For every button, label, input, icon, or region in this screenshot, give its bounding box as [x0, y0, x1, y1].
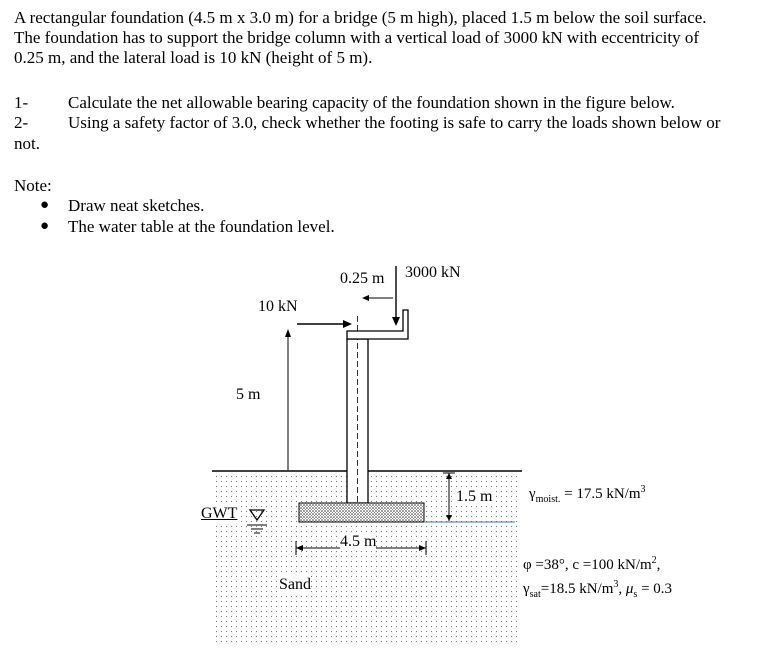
bullet-icon: ● — [40, 197, 50, 213]
height-arrowhead — [285, 329, 291, 337]
problem-line-2: The foundation has to support the bridge column with a vertical load of 3000 kN with eccentricity of — [14, 28, 700, 47]
gamma-sat-label: $\gamma_{sat}=18.5$ $kN/m^3$, $\mu_s = 0.3$ — [523, 579, 673, 600]
eccentricity-arrowhead — [362, 295, 369, 301]
task-number-2: 2- — [14, 113, 29, 132]
width-label: 4.5 m — [340, 533, 377, 550]
problem-line-1: A rectangular foundation (4.5 m x 3.0 m) for a bridge (5 m high), placed 1.5 m below the soil surface. — [14, 8, 707, 27]
eccentricity-label: 0.25 m — [340, 270, 385, 287]
problem-line-3: 0.25 m, and the lateral load is 10 kN (height of 5 m). — [14, 48, 373, 67]
note-title: Note: — [14, 176, 52, 195]
vertical-load-arrowhead — [392, 317, 400, 326]
task-text-2: Using a safety factor of 3.0, check whether the footing is safe to carry the loads shown below or — [68, 113, 721, 132]
bullet-icon: ● — [40, 218, 50, 234]
depth-label: 1.5 m — [456, 488, 493, 505]
lateral-load-arrowhead — [343, 320, 352, 328]
task-number-1: 1- — [14, 93, 29, 112]
column-cap — [347, 310, 408, 339]
gwt-label: GWT — [201, 505, 238, 522]
task-text-1: Calculate the net allowable bearing capacity of the foundation shown in the figure below. — [68, 93, 675, 112]
note-item-1: Draw neat sketches. — [68, 196, 205, 215]
lateral-load-label: 10 kN — [258, 298, 298, 315]
vertical-load-label: 3000 kN — [405, 264, 461, 281]
soil-label: Sand — [279, 576, 311, 593]
height-label: 5 m — [236, 386, 261, 403]
strength-parameters-label: φ =38°, c =100 $kN/m^2$, — [523, 555, 661, 573]
gamma-moist-label: $\gamma_{moist.} = 17.5$ $kN/m^3$ — [529, 484, 646, 505]
note-item-2: The water table at the foundation level. — [68, 217, 335, 236]
task-continuation: not. — [14, 134, 40, 153]
footing — [299, 503, 424, 522]
